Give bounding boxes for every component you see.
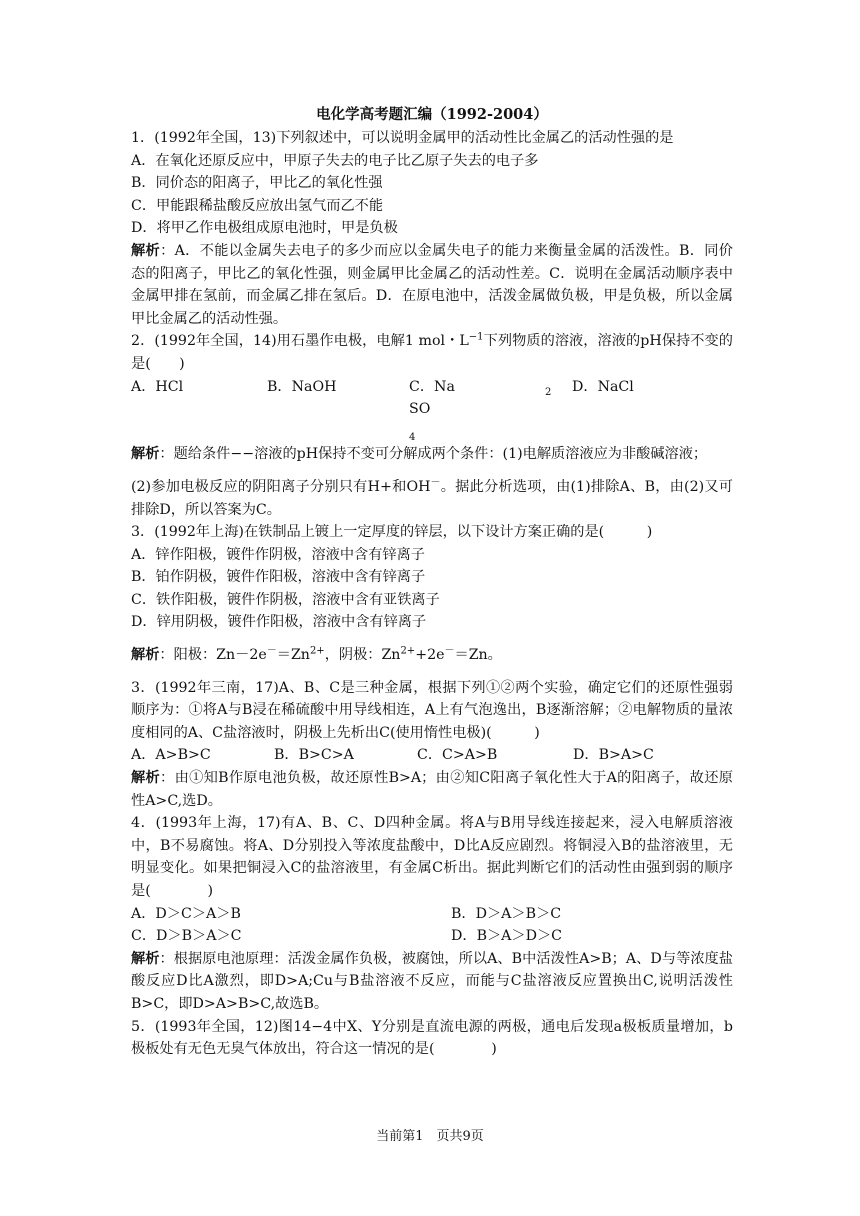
question-4-options-row-1 <box>131 903 733 926</box>
option-a: A．HCl <box>131 378 184 395</box>
question-3a-stem: 3．(1992年上海)在铁制品上镀上一定厚度的锌层，以下设计方案正确的是( ) <box>131 524 653 541</box>
analysis-text: ：根据原电池原理：活泼金属作负极，被腐蚀，所以A、B中活泼性A>B；A、D与等浓度盐酸反应D比A激烈，即D>A;Cu与B盐溶液不反应，而能与C盐溶液反应置换出C,说明活泼性B>C，即D>A>B>C,故选B。 <box>131 950 733 1012</box>
analysis-text: ：A．不能以金属失去电子的多少而应以金属失电子的能力来衡量金属的活泼性。B．同价态的阳离子，甲比乙的氧化性强，则金属甲比金属乙的活动性差。C．说明在金属活动顺序表中金属甲排在氢前，而金属乙排在氢后。D．在原电池中，活泼金属做负极，甲是负极，所以金属甲比金属乙的活动性强。 <box>131 242 733 327</box>
question-1-option-c: C．甲能跟稀盐酸反应放出氢气而乙不能 <box>131 197 384 214</box>
option-b: B．NaOH <box>267 378 337 395</box>
question-1-analysis <box>131 240 733 330</box>
question-4-stem: 4．(1993年上海，17)有A、B、C、D四种金属。将A与B用导线连接起来，浸入电解质溶液中，B不易腐蚀。将A、D分别投入等浓度盐酸中，D比A反应剧烈。将铜浸入B的盐溶液里，无明显变化。如果把铜浸入C的盐溶液里，有金属C析出。据此判断它们的活动性由强到弱的顺序是( ) <box>131 815 733 899</box>
option-b: B．D＞A＞B＞C <box>451 905 562 922</box>
question-2-stem <box>131 330 733 375</box>
question-2-analysis-line-2 <box>131 476 733 521</box>
question-5-stem: 5．(1993年全国，12)图14−4中X、Y分别是直流电源的两极，通电后发现a极板质量增加，b极板处有无色无臭气体放出，符合这一情况的是( ) <box>131 1018 733 1058</box>
stem-text: 下列物质的溶液，溶液的pH保持不变的是( ) <box>131 333 733 372</box>
question-3a-analysis: 解析：阳极：$Zn-2e^-=Zn^{2+}$，阴极：$Zn^{2+}+2e^-=Zn$。 <box>131 645 502 664</box>
page-footer: 当前第1 页共9页 <box>376 1129 484 1144</box>
option-c: C．D＞B＞A＞C <box>131 928 242 945</box>
analysis-text: ：题给条件−−溶液的pH保持不变可分解成两个条件：(1)电解质溶液应为非酸碱溶液； <box>159 446 708 463</box>
analysis-label: 解析 <box>131 647 160 664</box>
question-1-option-a: A．在氧化还原反应中，甲原子失去的电子比乙原子失去的电子多 <box>131 152 539 169</box>
question-3b-analysis <box>131 767 733 812</box>
option-d: D．B>A>C <box>573 747 654 764</box>
question-1-option-d: D．将甲乙作电极组成原电池时，甲是负极 <box>131 220 398 237</box>
option-b: B．B>C>A <box>274 747 354 764</box>
question-3a-option-b: B．铂作阴极，镀件作阳极，溶液中含有锌离子 <box>131 569 426 586</box>
analysis-text: (2)参加电极反应的阴阳离子分别只有H+和OH <box>131 478 431 495</box>
question-3b-options <box>131 744 733 767</box>
question-4-options-row-2 <box>131 925 733 948</box>
document-body <box>131 104 733 1061</box>
superscript: −1 <box>468 331 484 343</box>
analysis-label: 解析 <box>131 950 160 967</box>
question-2-options <box>131 376 733 444</box>
question-1-stem: 1．(1992年全国，13)下列叙述中，可以说明金属甲的活动性比金属乙的活动性强的是 <box>131 130 674 146</box>
option-c: C．C>A>B <box>417 747 498 764</box>
question-3a-option-a: A．锌作阳极，镀件作阴极，溶液中含有锌离子 <box>131 546 425 563</box>
analysis-text: ：由①知B作原电池负极，故还原性B>A；由②知C阳离子氧化性大于A的阳离子，故还原性A>C,选D。 <box>131 770 733 809</box>
analysis-label: 解析 <box>131 242 161 259</box>
question-2-analysis-line-1 <box>131 443 733 466</box>
option-a: A．A>B>C <box>131 747 211 764</box>
option-d: D．B＞A＞D＞C <box>451 928 563 945</box>
question-3a-option-c: C．铁作阳极，镀件作阴极，溶液中含有亚铁离子 <box>131 591 440 608</box>
option-a: A．D＞C＞A＞B <box>131 905 241 922</box>
question-3b-stem: 3．(1992年三南，17)A、B、C是三种金属，根据下列①②两个实验，确定它们的还原性强弱顺序为：①将A与B浸在稀硫酸中用导线相连，A上有气泡逸出，B逐渐溶解；②电解物质的量浓度相同的A、C盐溶液时，阴极上先析出C(使用惰性电极)( ) <box>131 679 733 741</box>
option-c: C．Na $_2SO_4$ <box>409 378 552 443</box>
option-d: D．NaCl <box>572 378 634 395</box>
analysis-text: 。据此分析选项，由(1)排除A、B，由(2)又可排除D，所以答案为C。 <box>131 478 733 518</box>
question-3a-option-d: D．锌用阴极，镀件作阳极，溶液中含有锌离子 <box>131 614 427 631</box>
document-title: 电化学高考题汇编（1992-2004） <box>316 106 548 123</box>
analysis-label: 解析 <box>131 770 161 787</box>
question-4-analysis <box>131 948 733 1016</box>
stem-text: 2．(1992年全国，14)用石墨作电极，电解1 mol・L <box>131 333 469 350</box>
analysis-label: 解析 <box>131 446 160 463</box>
question-1-option-b: B．同价态的阳离子，甲比乙的氧化性强 <box>131 175 383 192</box>
superscript: － <box>430 477 441 489</box>
